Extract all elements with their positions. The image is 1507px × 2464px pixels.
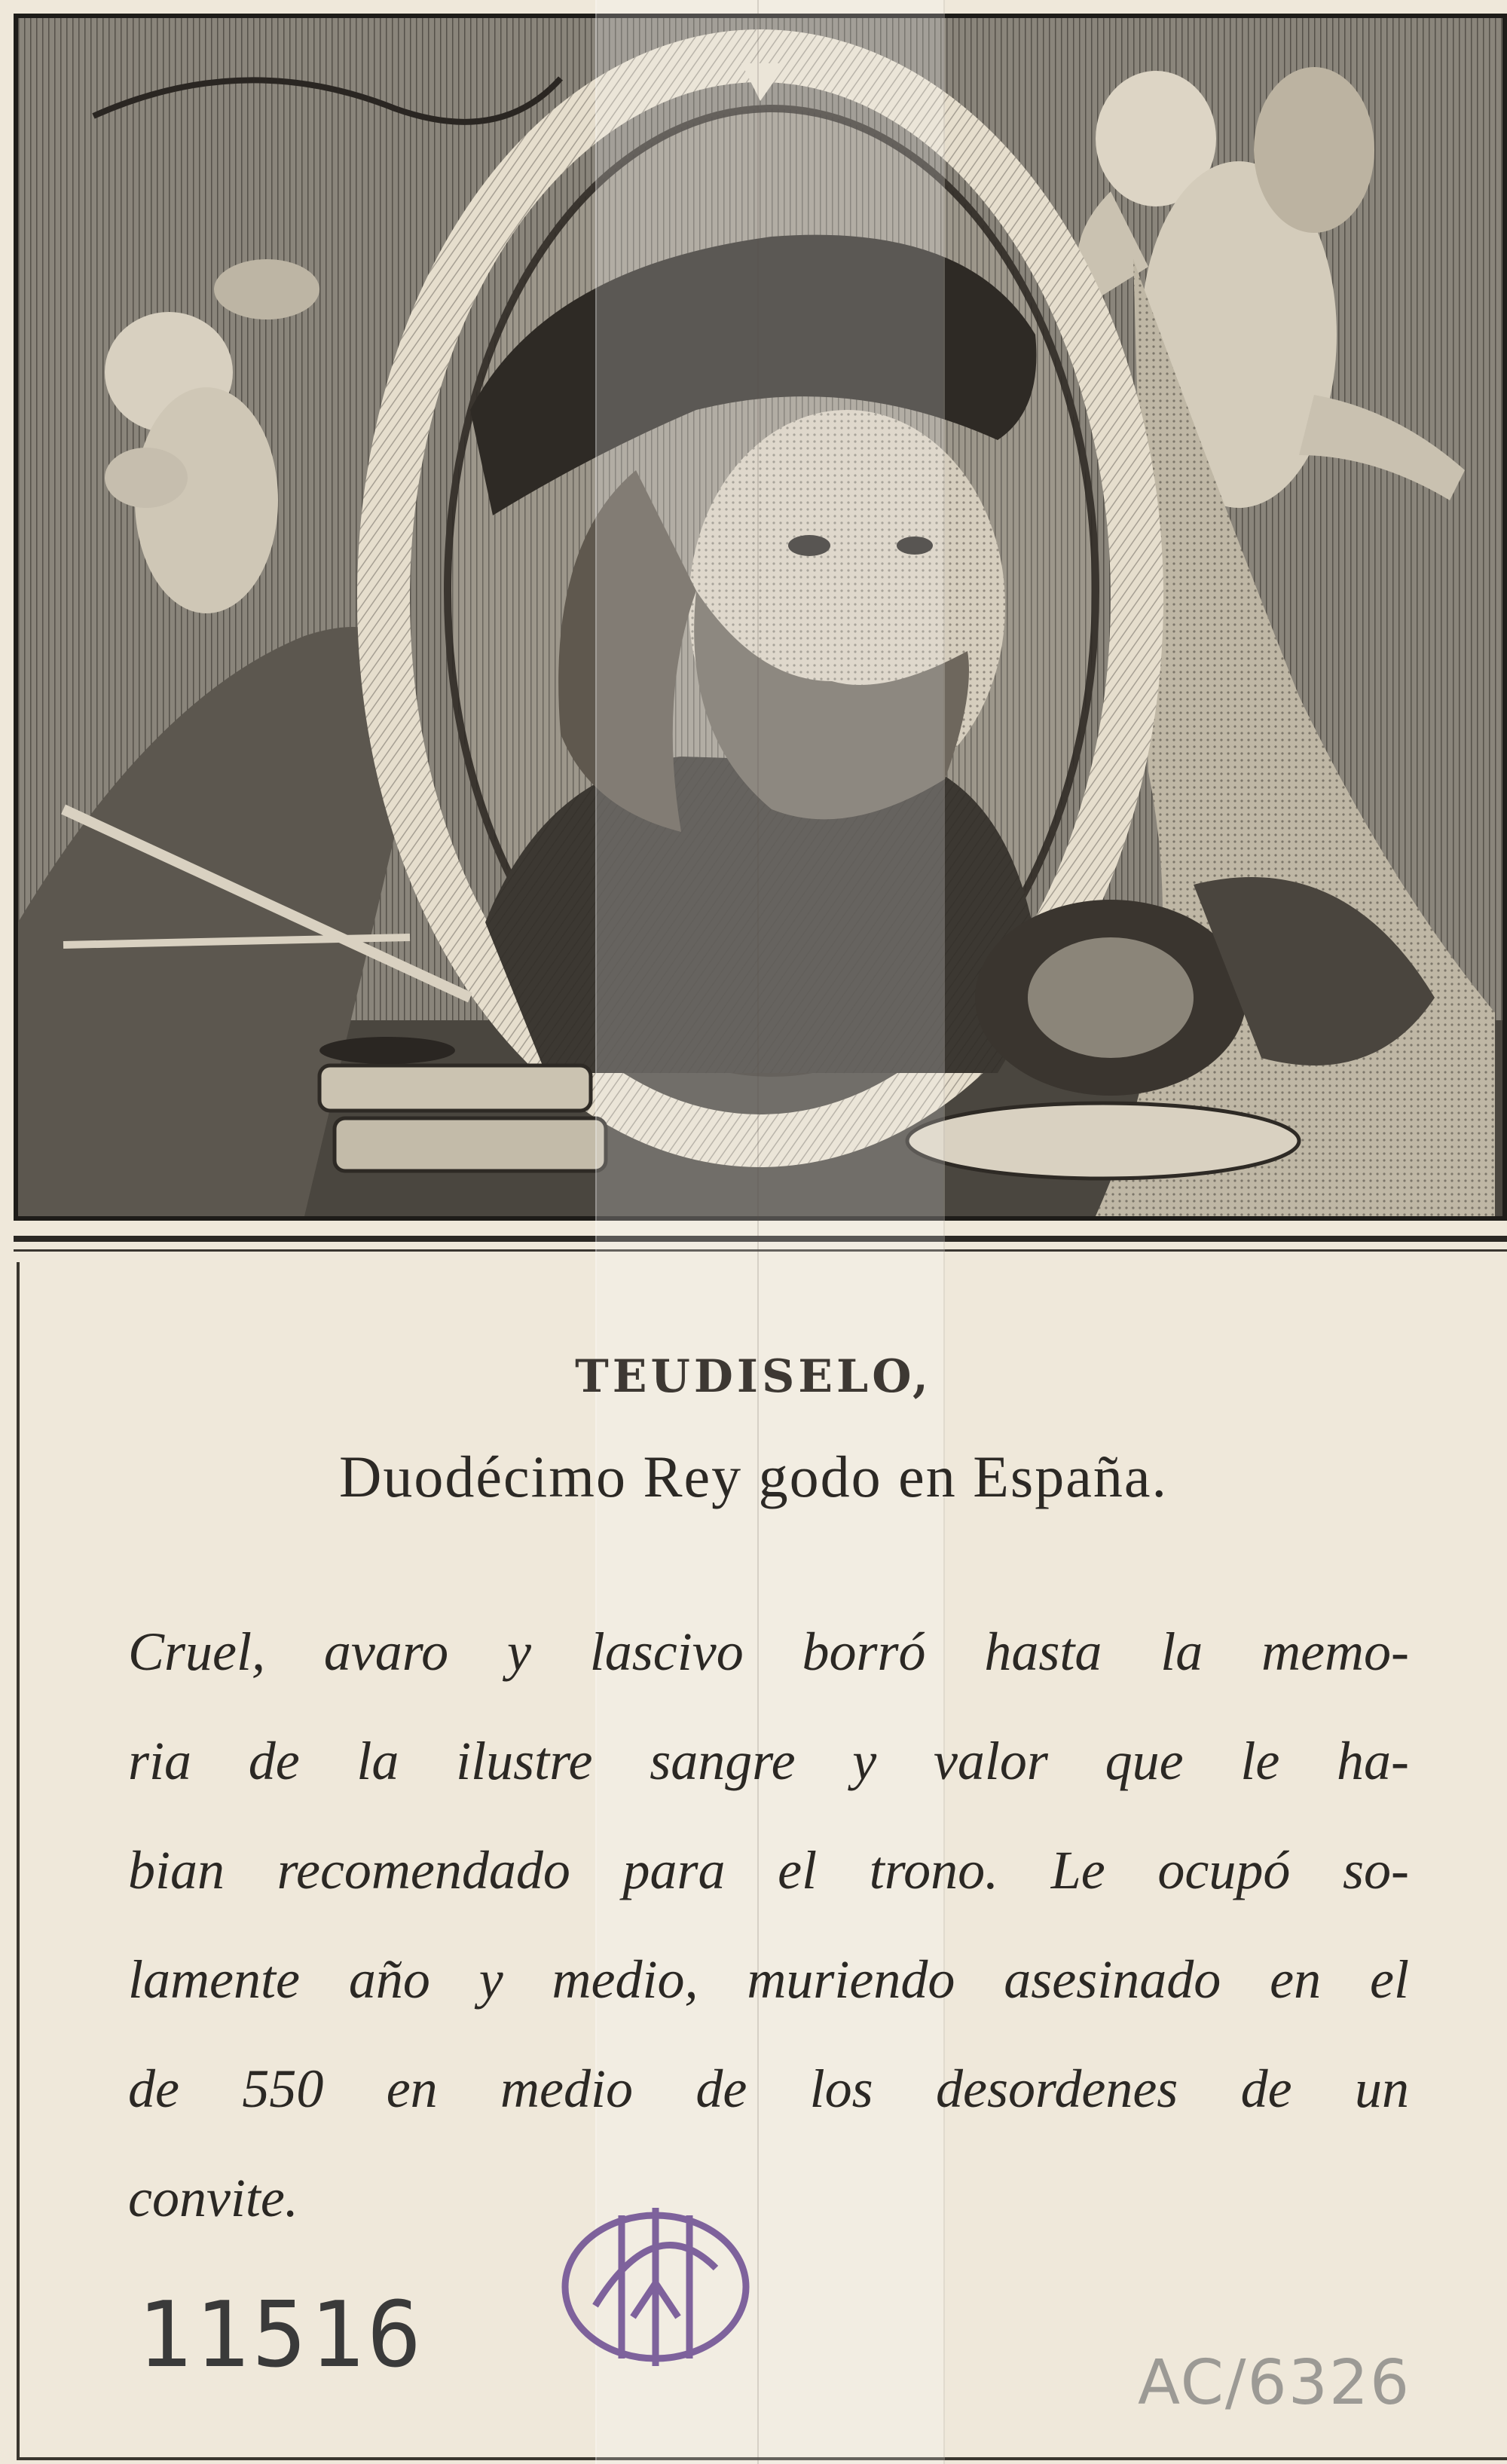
biography-line: Cruel, avaro y lascivo borró hasta la memo-	[128, 1622, 1409, 1682]
biography-line: bian recomendado para el trono. Le ocupó so-	[128, 1840, 1409, 1900]
biography-line: lamente año y medio, muriendo asesinado en el	[128, 1949, 1409, 2010]
library-stamp-icon	[550, 2185, 761, 2381]
biography-line: de 550 en medio de los desordenes de un	[128, 2059, 1409, 2119]
biography-line: ria de la ilustre sangre y valor que le ha-	[128, 1731, 1409, 1791]
shelf-mark-annotation: AC/6326	[1138, 2347, 1411, 2419]
king-name-title: TEUDISELO,	[575, 1350, 932, 1403]
biography-line: convite.	[128, 2168, 298, 2228]
king-subtitle: Duodécimo Rey godo en España.	[339, 1444, 1168, 1509]
biography-text	[128, 1597, 1409, 2253]
inventory-number: 11516	[137, 2283, 425, 2388]
